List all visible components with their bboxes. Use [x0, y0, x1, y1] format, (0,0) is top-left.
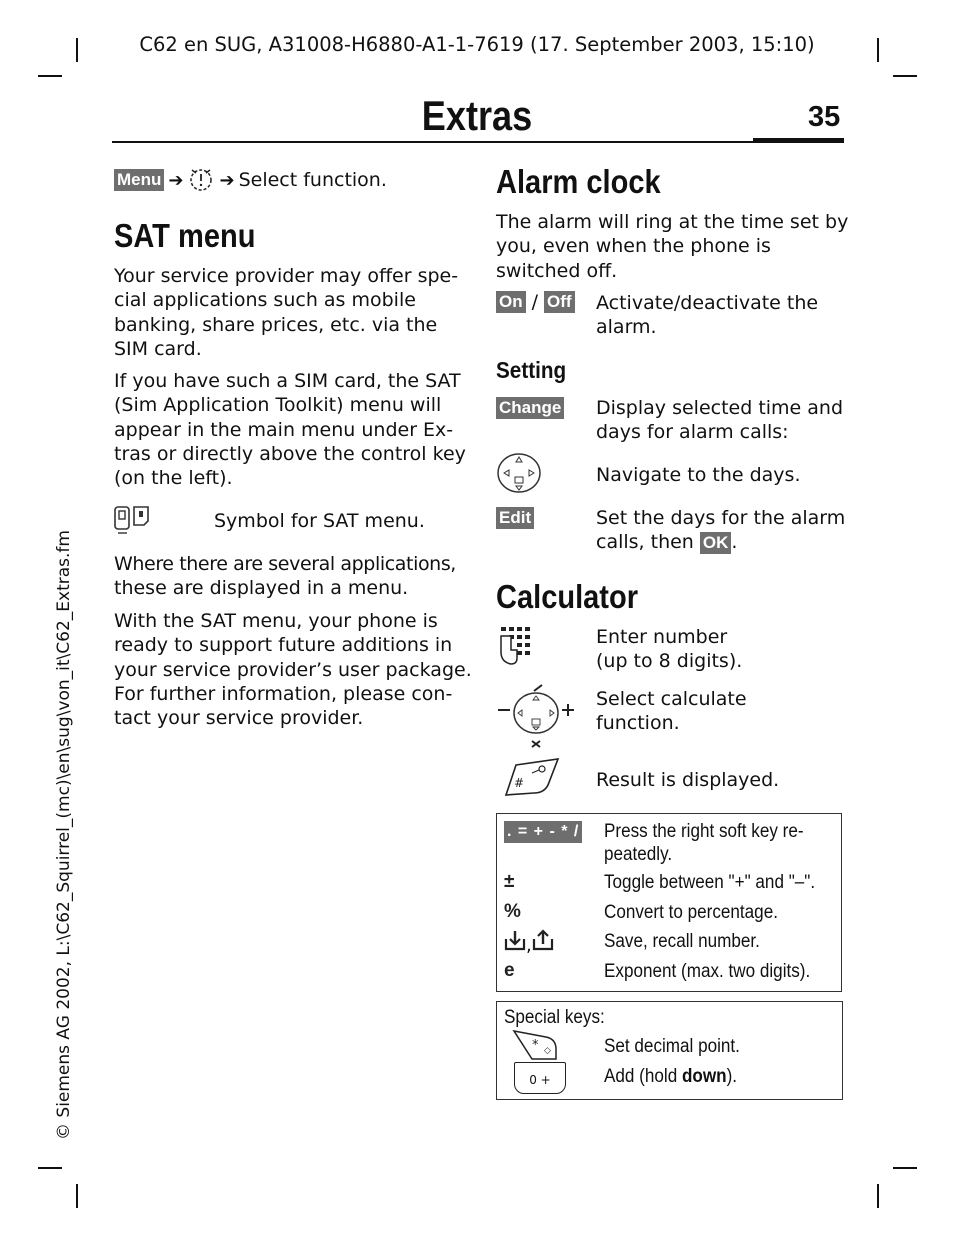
text-line: (on the left).	[114, 467, 233, 490]
text-line: tras or directly above the control key	[114, 442, 466, 465]
crop-mark	[38, 1167, 62, 1169]
text-fragment: calls, then	[596, 531, 694, 554]
separator: ,	[526, 935, 532, 956]
exponent-desc: Exponent (max. two digits).	[604, 961, 811, 982]
save-recall-desc: Save, recall number.	[604, 931, 760, 952]
sat-symbol-desc: Symbol for SAT menu.	[214, 510, 425, 532]
arrow-icon: ➔	[168, 169, 184, 191]
menu-key: Menu	[114, 169, 164, 191]
zero-key-desc	[604, 1065, 737, 1088]
setting-heading: Setting	[496, 357, 567, 383]
text-line: Press the right soft key re-	[604, 821, 804, 842]
text-line: you, even when the phone is	[496, 235, 771, 258]
text-line: (up to 8 digits).	[596, 650, 743, 673]
edit-desc	[596, 506, 845, 555]
running-head: C62 en SUG, A31008-H6880-A1-1-7619 (17. September 2003, 15:10)	[139, 33, 815, 56]
alarm-clock-icon	[187, 166, 215, 194]
arrow-icon: ➔	[219, 169, 235, 191]
change-desc	[596, 396, 843, 445]
text-fragment: .	[731, 531, 738, 554]
svg-text:#: #	[514, 776, 525, 790]
page-number: 35	[808, 101, 841, 133]
edit-key-wrap	[496, 506, 534, 529]
svg-text:*: *	[532, 1038, 539, 1053]
text-line: Display selected time and	[596, 397, 844, 419]
text-line: Set the days for the alarm	[596, 507, 846, 529]
edit-key: Edit	[496, 507, 534, 529]
enter-number-desc	[596, 625, 742, 674]
alarm-clock-heading: Alarm clock	[496, 163, 661, 200]
text-line: your service provider’s user package.	[114, 658, 472, 681]
text-line	[596, 530, 845, 554]
text-line: tact your service provider.	[114, 707, 364, 730]
text-line: Select calculate	[596, 688, 747, 710]
softkey-wrap	[504, 819, 582, 843]
sat-paragraph-3	[114, 552, 456, 601]
sat-paragraph-1	[114, 264, 458, 361]
sat-paragraph-2	[114, 369, 466, 490]
text-line: appear in the main menu under Ex-	[114, 418, 454, 441]
sat-menu-heading: SAT menu	[114, 217, 256, 254]
text-line: these are displayed in a menu.	[114, 577, 409, 600]
text-line: SIM card.	[114, 337, 202, 360]
exponent-symbol: e	[504, 960, 515, 981]
text-line: peatedly.	[604, 844, 673, 865]
alarm-intro	[496, 210, 848, 283]
text-line: (Sim Application Toolkit) menu will	[114, 394, 442, 417]
page-number-rule	[753, 138, 844, 143]
special-keys-title: Special keys:	[504, 1007, 605, 1028]
text-line: banking, share prices, etc. via the	[114, 313, 438, 336]
crop-mark	[38, 75, 62, 77]
change-key-wrap	[496, 396, 564, 419]
result-desc: Result is displayed.	[596, 769, 780, 791]
calculator-heading: Calculator	[496, 578, 639, 615]
star-key-desc: Set decimal point.	[604, 1036, 740, 1057]
title-rule	[112, 141, 844, 143]
text-fragment: ).	[726, 1066, 738, 1087]
plus-minus-desc: Toggle between "+" and "–".	[604, 872, 816, 893]
zero-key-icon	[514, 1062, 566, 1094]
sat-symbol-icon	[113, 505, 153, 544]
control-key-icon	[496, 683, 580, 758]
percent-desc: Convert to percentage.	[604, 902, 778, 923]
hash-key-icon	[504, 757, 560, 802]
text-line: days for alarm calls:	[596, 421, 789, 444]
crop-mark	[893, 75, 917, 77]
separator: /	[531, 291, 539, 313]
text-fragment: Add (hold	[604, 1066, 682, 1087]
text-line: Where there are several applications,	[114, 553, 456, 575]
zero-key-label: 0 +	[529, 1073, 551, 1087]
nav-instruction: Select function.	[238, 169, 387, 191]
save-recall-icons	[504, 929, 554, 956]
off-key: Off	[544, 291, 575, 313]
star-key-icon	[512, 1029, 560, 1066]
text-line: switched off.	[496, 259, 618, 282]
select-function-desc	[596, 687, 747, 736]
plus-minus-symbol: ±	[504, 871, 515, 892]
percent-symbol: %	[504, 901, 521, 922]
on-off-keys	[496, 291, 575, 313]
recall-icon	[532, 929, 554, 956]
text-line: For further information, please con-	[114, 682, 453, 705]
nav-path	[114, 166, 387, 194]
text-line: ready to support future additions in	[114, 634, 453, 657]
text-line: Activate/deactivate the	[596, 292, 819, 314]
text-line: With the SAT menu, your phone is	[114, 610, 438, 632]
on-off-desc	[596, 291, 818, 340]
sat-paragraph-4	[114, 609, 472, 730]
save-icon	[504, 929, 526, 956]
keypad-icon	[495, 624, 535, 673]
text-line: Enter number	[596, 626, 728, 648]
text-line: function.	[596, 712, 680, 735]
sidebar-footer: © Siemens AG 2002, L:\C62_Squirrel_(mc)\en\sug\von_it\C62_Extras.fm	[54, 530, 74, 1140]
softkey-desc	[604, 820, 804, 866]
on-key: On	[496, 291, 526, 313]
text-fragment-bold: down	[681, 1066, 727, 1087]
text-line: cial applications such as mobile	[114, 289, 416, 312]
ok-key: OK	[700, 532, 732, 554]
nav-desc: Navigate to the days.	[596, 464, 801, 486]
change-key: Change	[496, 397, 564, 419]
text-line: If you have such a SIM card, the SAT	[114, 370, 461, 392]
navigation-key-icon	[495, 451, 543, 500]
operator-softkey: . = + - * /	[504, 821, 582, 843]
text-line: alarm.	[596, 316, 657, 339]
crop-mark	[76, 1184, 78, 1208]
text-line: The alarm will ring at the time set by	[496, 211, 849, 233]
text-line: Your service provider may offer spe-	[114, 265, 459, 287]
page-title: Extras	[421, 92, 533, 139]
crop-mark	[893, 1167, 917, 1169]
svg-text:◇: ◇	[544, 1046, 551, 1056]
crop-mark	[877, 1184, 879, 1208]
